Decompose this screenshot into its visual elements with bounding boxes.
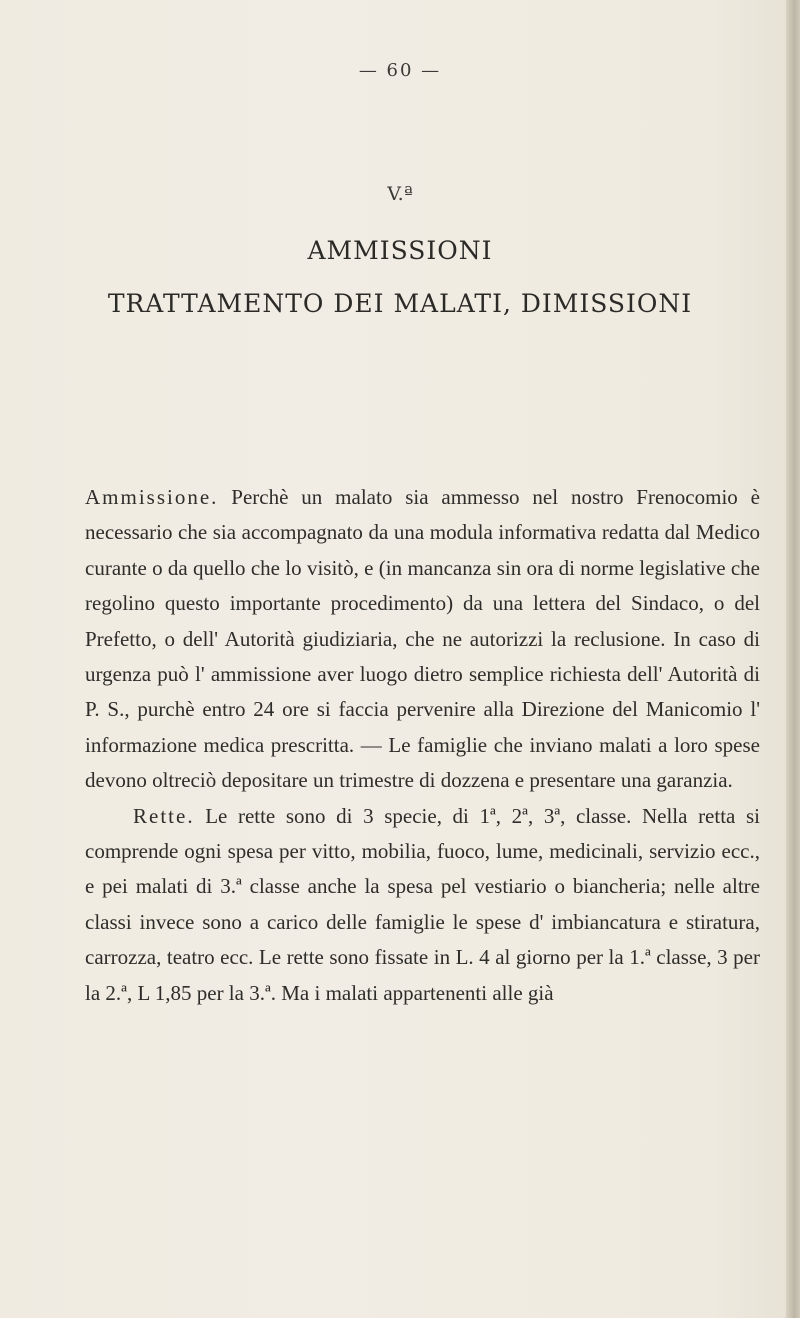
chapter-number: V.ª — [387, 183, 413, 205]
body-text — [85, 480, 760, 1011]
chapter-title-line-1: AMMISSIONI — [307, 236, 493, 265]
paragraph-label: Rette. — [133, 803, 195, 828]
paragraph-label: Ammissione. — [85, 485, 219, 509]
paragraph-text: Le rette sono di 3 specie, di 1ª, 2ª, 3ª, classe. Nella retta si comprende ogni spesa per vitto, mobilia, fuoco, lume, medicinali, servizio ecc., e pei malati di 3.ª classe anche la spesa pel vestiario o biancheria; nelle altre classi invece sono a carico delle famiglie le spese d' imbiancatura e stiratura, carrozza, teatro ecc. Le rette sono fissate in L. 4 al giorno per la 1.ª classe, 3 per la 2.ª, L 1,85 per la 3.ª. Ma i malati appartenenti alle già — [85, 803, 760, 1005]
page-edge-shadow — [786, 0, 800, 1318]
paragraph-rette — [85, 799, 760, 1011]
chapter-title-line-2: TRATTAMENTO DEI MALATI, DIMISSIONI — [107, 289, 693, 318]
paragraph-text: Perchè un malato sia ammesso nel nostro Frenocomio è necessario che sia accompagnato da una modula informativa redatta dal Medico curante o da quello che lo visitò, e (in mancanza sin ora di norme legislative che regolino questo importante procedimento) da una lettera del Sindaco, o del Prefetto, o dell' Autorità giudiziaria, che ne autorizzi la reclusione. In caso di urgenza può l' ammissione aver luogo dietro semplice richiesta dell' Autorità di P. S., purchè entro 24 ore si faccia pervenire alla Direzione del Manicomio l' informazione medica prescritta. — Le famiglie che inviano malati a loro spese devono oltreciò depositare un trimestre di dozzena e presentare una garanzia. — [85, 485, 760, 793]
paragraph-ammissione — [85, 480, 760, 799]
page-number: — 60 — — [358, 60, 442, 81]
